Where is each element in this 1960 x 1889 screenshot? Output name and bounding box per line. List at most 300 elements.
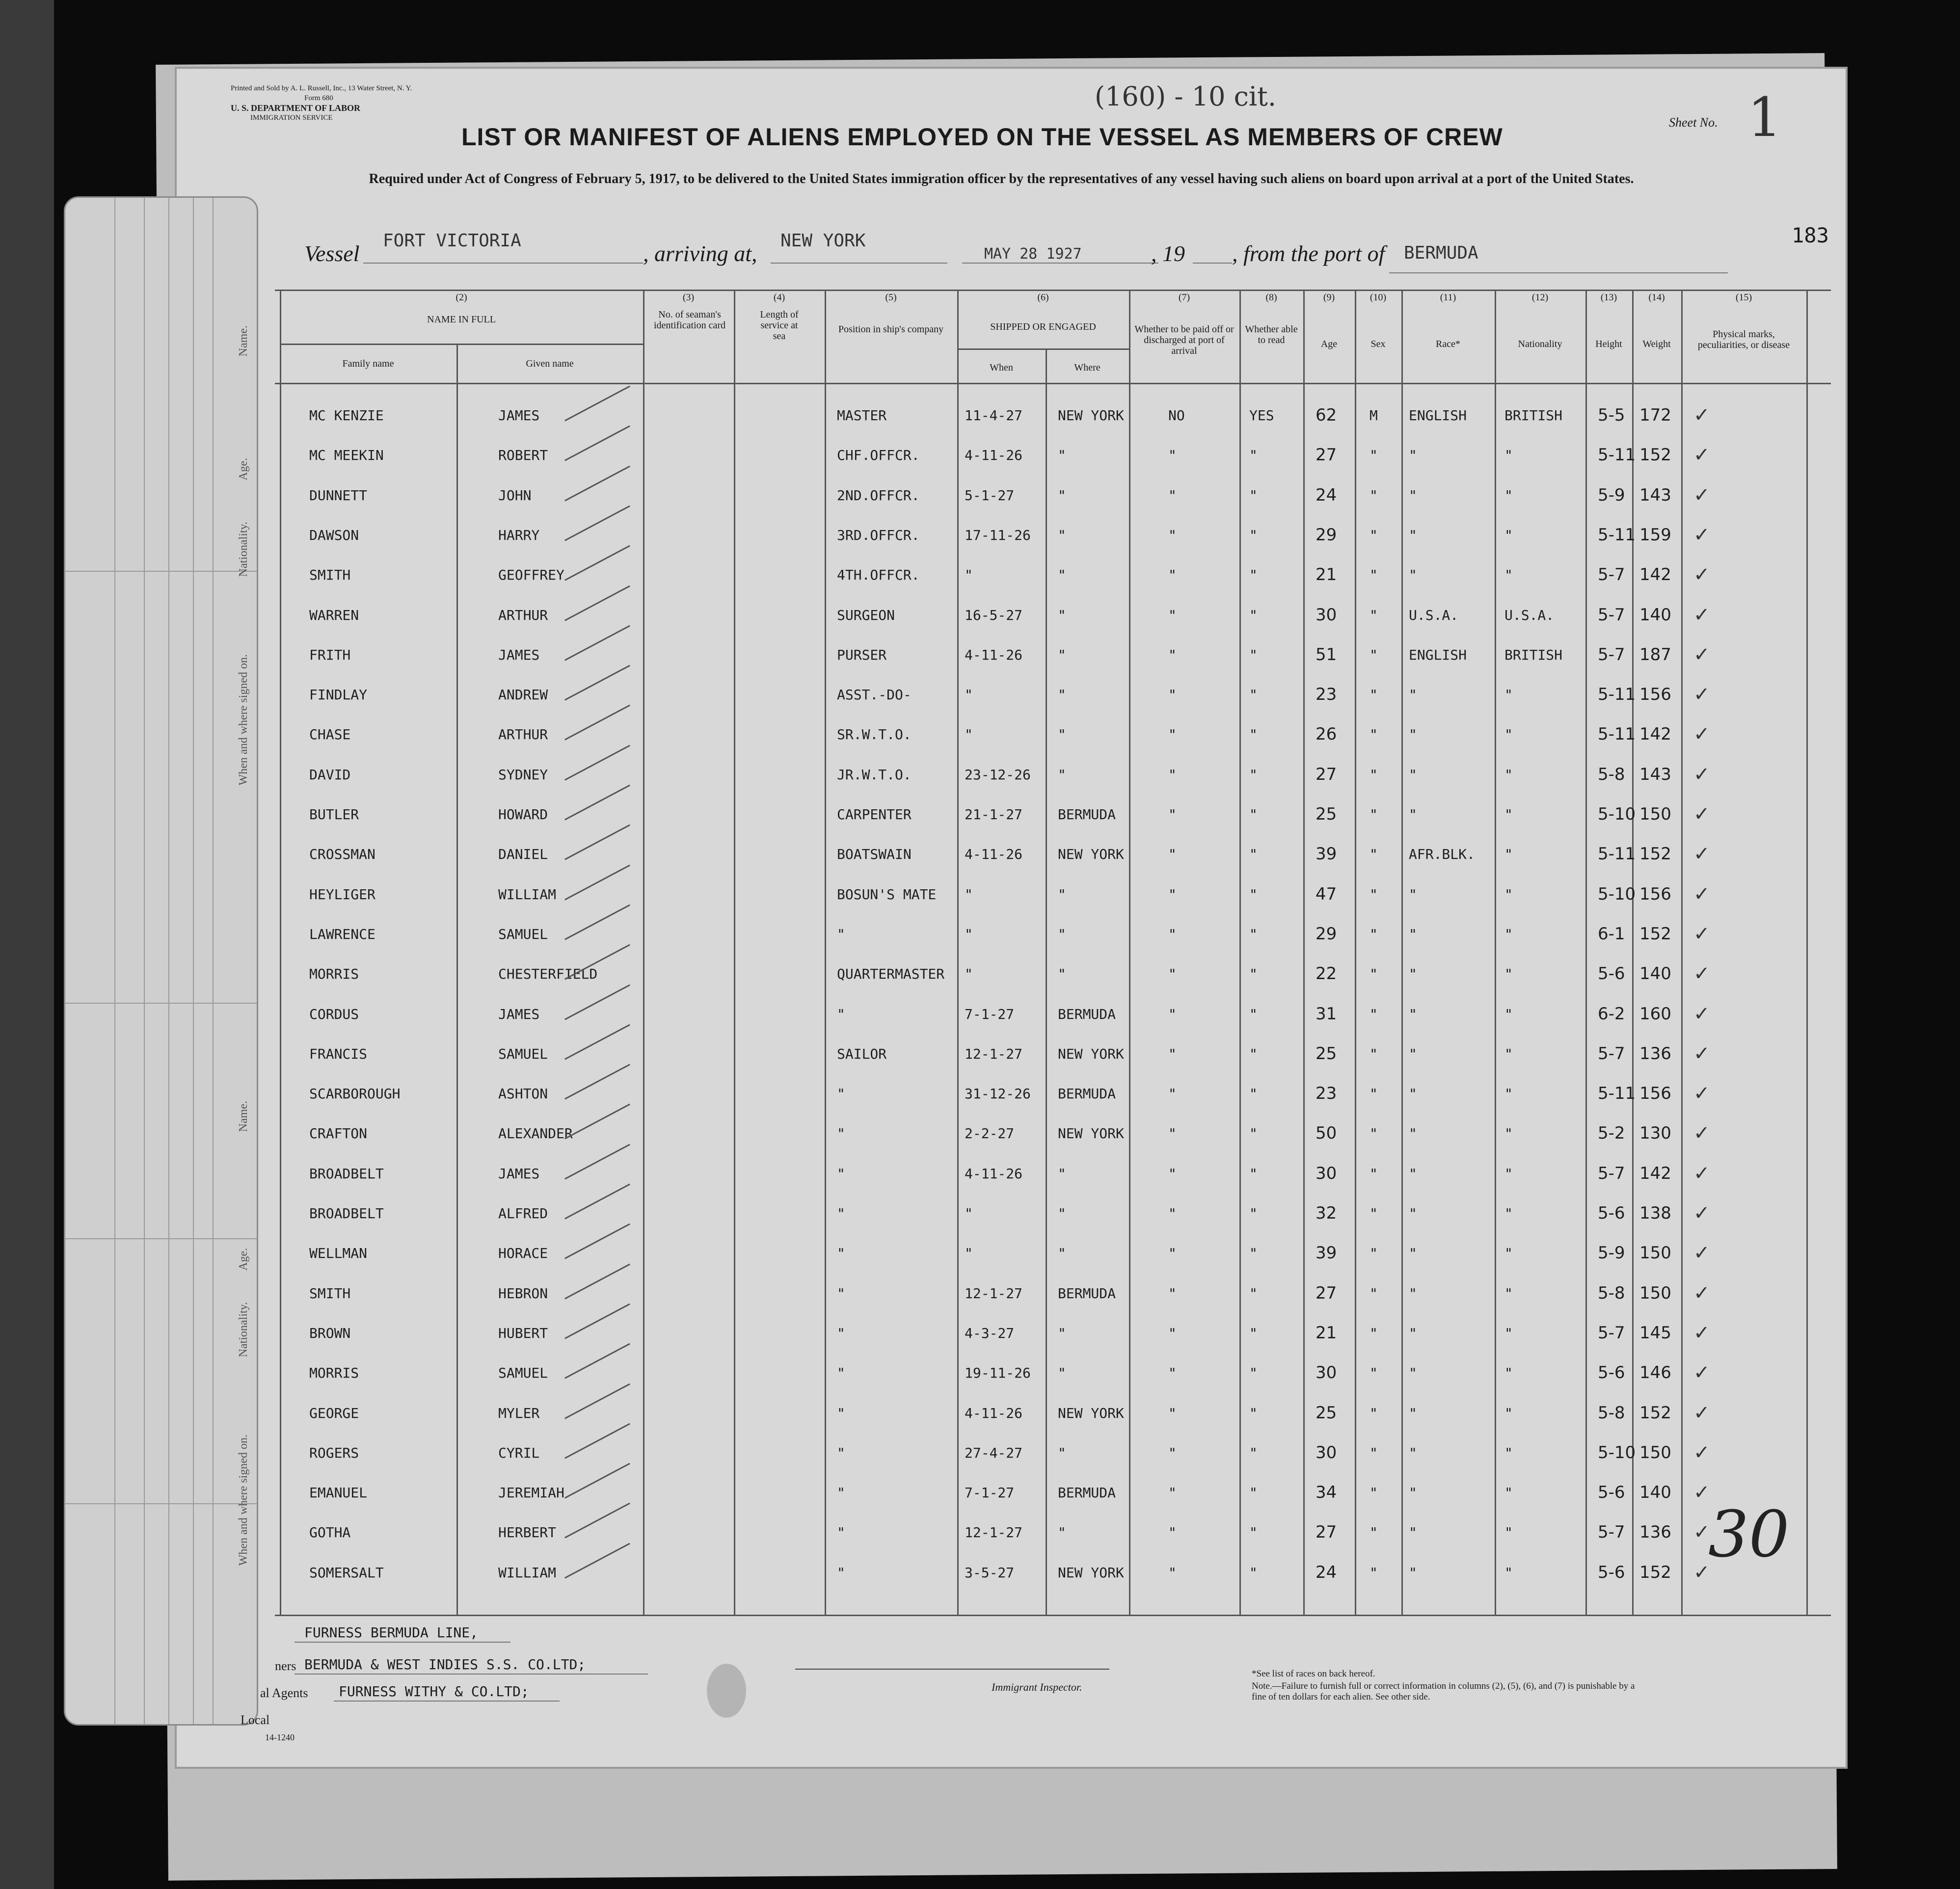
age-cell: 51 — [1316, 644, 1337, 665]
paid-off-cell: " — [1168, 1564, 1177, 1581]
family-name-cell: WELLMAN — [309, 1245, 368, 1262]
col-number: (7) — [1178, 292, 1190, 303]
col-number: (6) — [1037, 292, 1049, 303]
col-header-nationality: Nationality — [1518, 339, 1562, 349]
age-cell: 24 — [1316, 1562, 1337, 1582]
family-name-cell: SCARBOROUGH — [309, 1086, 401, 1102]
weight-cell: 136 — [1639, 1522, 1671, 1543]
position-cell: JR.W.T.O. — [837, 766, 912, 783]
age-cell: 27 — [1316, 1522, 1337, 1543]
col-header-where: Where — [1074, 362, 1101, 373]
race-cell: " — [1409, 447, 1417, 464]
check-mark: ✓ — [1693, 1242, 1710, 1264]
col-header-family: Family name — [342, 358, 394, 369]
family-name-cell: BROWN — [309, 1325, 351, 1341]
check-mark: ✓ — [1693, 882, 1710, 905]
fold-label: Nationality. — [237, 522, 250, 577]
position-cell: SAILOR — [837, 1045, 887, 1062]
weight-cell: 138 — [1639, 1203, 1671, 1223]
given-name-cell: JAMES — [498, 1006, 540, 1022]
family-name-cell: FRANCIS — [309, 1045, 368, 1062]
col-header-age: Age — [1320, 339, 1338, 349]
able-to-read-cell: " — [1249, 607, 1258, 623]
family-name-cell: CROSSMAN — [309, 846, 376, 863]
sex-cell: " — [1369, 926, 1378, 942]
shipped-when-cell: 4-3-27 — [965, 1325, 1015, 1341]
able-to-read-cell: " — [1249, 1125, 1258, 1142]
col-header-shipped: SHIPPED OR ENGAGED — [990, 321, 1096, 332]
sex-cell: " — [1369, 966, 1378, 983]
paid-off-cell: " — [1168, 846, 1177, 863]
age-cell: 23 — [1316, 685, 1337, 705]
sex-cell: " — [1369, 1165, 1378, 1182]
weight-cell: 152 — [1639, 1403, 1671, 1423]
able-to-read-cell: " — [1249, 1444, 1258, 1461]
owners-label: ners — [275, 1659, 296, 1673]
family-name-cell: CHASE — [309, 726, 351, 743]
shipped-where-cell: " — [1058, 1524, 1066, 1541]
printer-info — [231, 83, 574, 123]
race-cell: " — [1409, 886, 1417, 903]
shipped-where-cell: " — [1058, 447, 1066, 464]
age-cell: 34 — [1316, 1483, 1337, 1503]
paid-off-cell: " — [1168, 1524, 1177, 1541]
nationality-cell: " — [1504, 1125, 1513, 1142]
weight-cell: 156 — [1639, 685, 1671, 705]
given-name-cell: JOHN — [498, 487, 532, 504]
owner-company: BERMUDA & WEST INDIES S.S. CO.LTD; — [304, 1656, 586, 1673]
family-name-cell: DUNNETT — [309, 487, 368, 504]
race-cell: " — [1409, 1485, 1417, 1501]
family-name-cell: SOMERSALT — [309, 1564, 384, 1581]
position-cell: " — [837, 926, 845, 942]
race-cell: AFR.BLK. — [1409, 846, 1475, 863]
family-name-cell: GOTHA — [309, 1524, 351, 1541]
shipped-when-cell: " — [965, 567, 973, 584]
shipped-where-cell: " — [1058, 1444, 1066, 1461]
position-cell: ASST.-DO- — [837, 687, 912, 703]
race-cell: " — [1409, 726, 1417, 743]
race-cell: " — [1409, 1165, 1417, 1182]
able-to-read-cell: " — [1249, 1045, 1258, 1062]
vessel-name: FORT VICTORIA — [383, 231, 521, 251]
paid-off-cell: " — [1168, 966, 1177, 983]
able-to-read-cell: " — [1249, 1325, 1258, 1341]
shipped-when-cell: 4-11-26 — [965, 447, 1023, 464]
nationality-cell: " — [1504, 726, 1513, 743]
paid-off-cell: " — [1168, 1205, 1177, 1222]
able-to-read-cell: " — [1249, 886, 1258, 903]
sex-cell: " — [1369, 1245, 1378, 1262]
shipped-when-cell: " — [965, 726, 973, 743]
sex-cell: " — [1369, 567, 1378, 584]
position-cell: " — [837, 1485, 845, 1501]
given-name-cell: SAMUEL — [498, 1365, 548, 1382]
fold-label: Age. — [237, 458, 250, 480]
family-name-cell: GEORGE — [309, 1405, 359, 1421]
shipped-where-cell: " — [1058, 766, 1066, 783]
col-number: (13) — [1600, 292, 1617, 303]
check-mark: ✓ — [1693, 962, 1710, 985]
paid-off-cell: " — [1168, 487, 1177, 504]
height-cell: 5-8 — [1598, 764, 1625, 784]
col-number: (8) — [1265, 292, 1277, 303]
weight-cell: 143 — [1639, 485, 1671, 505]
paid-off-cell: " — [1168, 1086, 1177, 1102]
shipped-where-cell: NEW YORK — [1058, 1125, 1124, 1142]
height-cell: 5-5 — [1598, 405, 1625, 425]
given-name-cell: HOWARD — [498, 806, 548, 823]
nationality-cell: " — [1504, 886, 1513, 903]
sex-cell: M — [1369, 407, 1378, 424]
sex-cell: " — [1369, 487, 1378, 504]
sex-cell: " — [1369, 1405, 1378, 1421]
paid-off-cell: " — [1168, 646, 1177, 663]
check-mark: ✓ — [1693, 723, 1710, 745]
check-mark: ✓ — [1693, 1401, 1710, 1424]
able-to-read-cell: " — [1249, 726, 1258, 743]
col-header-position: Position in ship's company — [838, 324, 944, 335]
age-cell: 26 — [1316, 724, 1337, 745]
given-name-cell: HUBERT — [498, 1325, 548, 1341]
col-number: (12) — [1531, 292, 1549, 303]
shipped-when-cell: 19-11-26 — [965, 1365, 1031, 1382]
position-cell: BOATSWAIN — [837, 846, 912, 863]
sex-cell: " — [1369, 726, 1378, 743]
position-cell: " — [837, 1325, 845, 1341]
check-mark: ✓ — [1693, 404, 1710, 426]
able-to-read-cell: " — [1249, 687, 1258, 703]
shipped-when-cell: 27-4-27 — [965, 1444, 1023, 1461]
sex-cell: " — [1369, 1285, 1378, 1302]
family-name-cell: SMITH — [309, 567, 351, 584]
shipped-where-cell: BERMUDA — [1058, 1285, 1116, 1302]
family-name-cell: MC MEEKIN — [309, 447, 384, 464]
check-mark: ✓ — [1693, 643, 1710, 665]
able-to-read-cell: " — [1249, 1405, 1258, 1421]
height-cell: 5-11 — [1598, 525, 1636, 545]
col-header-name: NAME IN FULL — [427, 314, 496, 325]
shipped-when-cell: 4-11-26 — [965, 846, 1023, 863]
age-cell: 32 — [1316, 1203, 1337, 1223]
check-mark: ✓ — [1693, 683, 1710, 706]
able-to-read-cell: " — [1249, 1006, 1258, 1022]
position-cell: " — [837, 1444, 845, 1461]
able-to-read-cell: " — [1249, 567, 1258, 584]
paid-off-cell: " — [1168, 726, 1177, 743]
age-cell: 21 — [1316, 565, 1337, 585]
height-cell: 5-10 — [1598, 804, 1636, 824]
nationality-cell: " — [1504, 1405, 1513, 1421]
year-label: , 19 — [1151, 241, 1185, 266]
race-cell: ENGLISH — [1409, 407, 1467, 424]
race-cell: " — [1409, 1524, 1417, 1541]
position-cell: CHF.OFFCR. — [837, 447, 920, 464]
shipped-where-cell: " — [1058, 607, 1066, 623]
handwritten-count: (160) - 10 cit. — [1095, 81, 1277, 112]
able-to-read-cell: " — [1249, 1485, 1258, 1501]
nationality-cell: " — [1504, 1006, 1513, 1022]
shipped-where-cell: " — [1058, 726, 1066, 743]
weight-cell: 142 — [1639, 565, 1671, 585]
family-name-cell: CRAFTON — [309, 1125, 368, 1142]
position-cell: SR.W.T.O. — [837, 726, 912, 743]
height-cell: 5-9 — [1598, 485, 1625, 505]
printer-line: IMMIGRATION SERVICE — [250, 114, 333, 122]
age-cell: 23 — [1316, 1084, 1337, 1104]
paid-off-cell: " — [1168, 1245, 1177, 1262]
race-cell: " — [1409, 766, 1417, 783]
height-cell: 5-7 — [1598, 644, 1625, 665]
able-to-read-cell: " — [1249, 447, 1258, 464]
able-to-read-cell: " — [1249, 1285, 1258, 1302]
age-cell: 39 — [1316, 1243, 1337, 1263]
able-to-read-cell: " — [1249, 926, 1258, 942]
col-header-race: Race* — [1436, 339, 1460, 349]
family-name-cell: MORRIS — [309, 1365, 359, 1382]
given-name-cell: SAMUEL — [498, 926, 548, 942]
fold-label: Nationality. — [237, 1302, 250, 1357]
nationality-cell: " — [1504, 1564, 1513, 1581]
sex-cell: " — [1369, 1205, 1378, 1222]
height-cell: 5-7 — [1598, 605, 1625, 625]
race-cell: " — [1409, 1444, 1417, 1461]
position-cell: 3RD.OFFCR. — [837, 527, 920, 543]
race-cell: U.S.A. — [1409, 607, 1459, 623]
check-mark: ✓ — [1693, 1162, 1710, 1184]
height-cell: 5-7 — [1598, 1323, 1625, 1343]
shipped-when-cell: 17-11-26 — [965, 527, 1031, 543]
position-cell: 2ND.OFFCR. — [837, 487, 920, 504]
shipped-where-cell: NEW YORK — [1058, 407, 1124, 424]
agents-label: al Agents — [260, 1686, 308, 1700]
nationality-cell: " — [1504, 527, 1513, 543]
able-to-read-cell: " — [1249, 487, 1258, 504]
height-cell: 5-6 — [1598, 1483, 1625, 1503]
able-to-read-cell: " — [1249, 1524, 1258, 1541]
check-mark: ✓ — [1693, 763, 1710, 785]
height-cell: 5-6 — [1598, 964, 1625, 984]
col-header-paid: Whether to be paid off or discharged at port of arrival — [1134, 324, 1234, 356]
col-number: (10) — [1369, 292, 1387, 303]
paid-off-cell: " — [1168, 1485, 1177, 1501]
col-number: (15) — [1735, 292, 1752, 303]
shipped-when-cell: 21-1-27 — [965, 806, 1023, 823]
age-cell: 25 — [1316, 1403, 1337, 1423]
family-name-cell: SMITH — [309, 1285, 351, 1302]
able-to-read-cell: YES — [1249, 407, 1274, 424]
col-header-id-card: No. of seaman's identification card — [653, 309, 726, 331]
col-header-physical: Physical marks, peculiarities, or disease — [1697, 329, 1790, 350]
weight-cell: 150 — [1639, 1283, 1671, 1303]
weight-cell: 146 — [1639, 1363, 1671, 1383]
arriving-port: NEW YORK — [780, 231, 866, 251]
col-number: (4) — [773, 292, 785, 303]
position-cell: CARPENTER — [837, 806, 912, 823]
age-cell: 30 — [1316, 605, 1337, 625]
race-cell: " — [1409, 1045, 1417, 1062]
given-name-cell: ROBERT — [498, 447, 548, 464]
race-cell: " — [1409, 806, 1417, 823]
race-cell: " — [1409, 1006, 1417, 1022]
family-name-cell: EMANUEL — [309, 1485, 368, 1501]
given-name-cell: JAMES — [498, 646, 540, 663]
age-cell: 27 — [1316, 1283, 1337, 1303]
age-cell: 62 — [1316, 405, 1337, 425]
race-cell: " — [1409, 1285, 1417, 1302]
nationality-cell: " — [1504, 1365, 1513, 1382]
shipped-when-cell: 3-5-27 — [965, 1564, 1015, 1581]
col-header-read: Whether able to read — [1245, 324, 1298, 346]
weight-cell: 142 — [1639, 724, 1671, 745]
sex-cell: " — [1369, 1485, 1378, 1501]
nationality-cell: " — [1504, 1444, 1513, 1461]
nationality-cell: " — [1504, 966, 1513, 983]
race-cell: " — [1409, 1245, 1417, 1262]
check-mark: ✓ — [1693, 483, 1710, 506]
nationality-cell: " — [1504, 567, 1513, 584]
check-mark: ✓ — [1693, 843, 1710, 865]
nationality-cell: U.S.A. — [1504, 607, 1555, 623]
shipped-when-cell: 4-11-26 — [965, 1165, 1023, 1182]
race-cell: ENGLISH — [1409, 646, 1467, 663]
height-cell: 5-7 — [1598, 565, 1625, 585]
nationality-cell: " — [1504, 687, 1513, 703]
nationality-cell: " — [1504, 1245, 1513, 1262]
vessel-label: Vessel — [304, 241, 360, 266]
paid-off-cell: " — [1168, 1045, 1177, 1062]
position-cell: " — [837, 1245, 845, 1262]
given-name-cell: JEREMIAH — [498, 1485, 564, 1501]
check-mark: ✓ — [1693, 1281, 1710, 1304]
given-name-cell: ARTHUR — [498, 607, 548, 623]
paid-off-cell: NO — [1168, 407, 1185, 424]
page-number: 183 — [1792, 223, 1829, 247]
paid-off-cell: " — [1168, 1165, 1177, 1182]
shipped-when-cell: 12-1-27 — [965, 1524, 1023, 1541]
sex-cell: " — [1369, 1444, 1378, 1461]
shipped-where-cell: " — [1058, 886, 1066, 903]
age-cell: 29 — [1316, 924, 1337, 944]
able-to-read-cell: " — [1249, 766, 1258, 783]
paid-off-cell: " — [1168, 1285, 1177, 1302]
check-mark: ✓ — [1693, 1441, 1710, 1463]
race-cell: " — [1409, 926, 1417, 942]
age-cell: 29 — [1316, 525, 1337, 545]
family-name-cell: DAVID — [309, 766, 351, 783]
total-count: 30 — [1708, 1497, 1790, 1571]
weight-cell: 140 — [1639, 605, 1671, 625]
shipped-when-cell: 2-2-27 — [965, 1125, 1015, 1142]
family-name-cell: FINDLAY — [309, 687, 368, 703]
able-to-read-cell: " — [1249, 806, 1258, 823]
shipped-when-cell: 4-11-26 — [965, 1405, 1023, 1421]
paid-off-cell: " — [1168, 527, 1177, 543]
weight-cell: 152 — [1639, 924, 1671, 944]
shipped-where-cell: NEW YORK — [1058, 846, 1124, 863]
paid-off-cell: " — [1168, 607, 1177, 623]
sheet-number: 1 — [1747, 86, 1782, 149]
sex-cell: " — [1369, 1086, 1378, 1102]
nationality-cell: " — [1504, 1524, 1513, 1541]
height-cell: 5-7 — [1598, 1043, 1625, 1064]
sex-cell: " — [1369, 1045, 1378, 1062]
weight-cell: 187 — [1639, 644, 1671, 665]
height-cell: 6-1 — [1598, 924, 1625, 944]
paid-off-cell: " — [1168, 886, 1177, 903]
fold-label: When and where signed on. — [237, 654, 250, 786]
fold-label: Name. — [237, 1101, 250, 1132]
check-mark: ✓ — [1693, 603, 1710, 626]
sex-cell: " — [1369, 886, 1378, 903]
sex-cell: " — [1369, 1524, 1378, 1541]
arrival-date: MAY 28 1927 — [984, 245, 1082, 263]
given-name-cell: GEOFFREY — [498, 567, 564, 584]
shipped-when-cell: 12-1-27 — [965, 1285, 1023, 1302]
weight-cell: 136 — [1639, 1043, 1671, 1064]
nationality-cell: " — [1504, 846, 1513, 863]
age-cell: 39 — [1316, 844, 1337, 864]
given-name-cell: HARRY — [498, 527, 540, 543]
shipped-where-cell: " — [1058, 646, 1066, 663]
form-number: 14-1240 — [265, 1732, 295, 1742]
race-cell: " — [1409, 1325, 1417, 1341]
nationality-cell: " — [1504, 806, 1513, 823]
fold-label: Age. — [237, 1248, 250, 1271]
position-cell: " — [837, 1405, 845, 1421]
able-to-read-cell: " — [1249, 846, 1258, 863]
race-cell: " — [1409, 1365, 1417, 1382]
check-mark: ✓ — [1693, 1521, 1710, 1543]
footnote-penalty: Note.—Failure to furnish full or correct information in columns (2), (5), (6), and (7) is punishable by a fine of ten dollars for each alien. See other side. — [1252, 1681, 1635, 1702]
race-cell: " — [1409, 1086, 1417, 1102]
given-name-cell: MYLER — [498, 1405, 540, 1421]
sex-cell: " — [1369, 1006, 1378, 1022]
height-cell: 5-10 — [1598, 884, 1636, 904]
given-name-cell: SAMUEL — [498, 1045, 548, 1062]
check-mark: ✓ — [1693, 803, 1710, 825]
check-mark: ✓ — [1693, 563, 1710, 586]
height-cell: 5-11 — [1598, 1084, 1636, 1104]
race-cell: " — [1409, 1205, 1417, 1222]
family-name-cell: BROADBELT — [309, 1165, 384, 1182]
position-cell: " — [837, 1086, 845, 1102]
age-cell: 50 — [1316, 1123, 1337, 1144]
age-cell: 30 — [1316, 1442, 1337, 1463]
age-cell: 27 — [1316, 445, 1337, 465]
weight-cell: 152 — [1639, 844, 1671, 864]
height-cell: 5-2 — [1598, 1123, 1625, 1144]
paid-off-cell: " — [1168, 1405, 1177, 1421]
given-name-cell: CYRIL — [498, 1444, 540, 1461]
sex-cell: " — [1369, 1365, 1378, 1382]
shipped-where-cell: NEW YORK — [1058, 1564, 1124, 1581]
sex-cell: " — [1369, 806, 1378, 823]
height-cell: 5-7 — [1598, 1163, 1625, 1183]
height-cell: 5-8 — [1598, 1283, 1625, 1303]
weight-cell: 150 — [1639, 1442, 1671, 1463]
printer-line: U. S. DEPARTMENT OF LABOR — [231, 103, 361, 113]
position-cell: " — [837, 1365, 845, 1382]
height-cell: 5-6 — [1598, 1562, 1625, 1582]
given-name-cell: ANDREW — [498, 687, 548, 703]
position-cell: QUARTERMASTER — [837, 966, 945, 983]
paid-off-cell: " — [1168, 567, 1177, 584]
position-cell: BOSUN'S MATE — [837, 886, 937, 903]
age-cell: 25 — [1316, 804, 1337, 824]
shipped-when-cell: 31-12-26 — [965, 1086, 1031, 1102]
col-header-service: Length of service at sea — [760, 309, 799, 342]
